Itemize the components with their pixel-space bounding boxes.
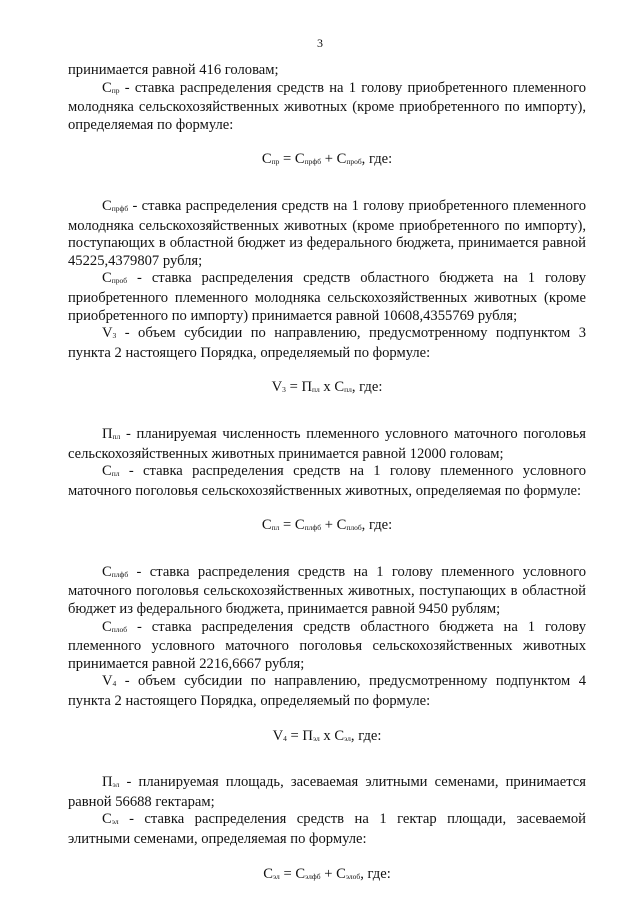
formula-subscript: прфб — [304, 157, 322, 167]
paragraph-rate-elite-area — [68, 811, 586, 848]
formula-rate-purchased — [68, 151, 586, 171]
formula-part: , где: — [350, 727, 382, 744]
formula-subscript: элоб — [345, 871, 361, 881]
variable-symbol: С — [102, 811, 112, 828]
document-body — [68, 62, 586, 885]
formula-subscript: пр — [271, 157, 280, 167]
formula-subscript: пл — [271, 523, 280, 533]
formula-rate-elite-area — [68, 866, 586, 886]
variable-symbol: П — [102, 425, 113, 442]
formula-part: V — [272, 727, 284, 744]
page-number: 3 — [317, 36, 323, 50]
variable-subscript: прфб — [111, 203, 129, 213]
variable-symbol: С — [102, 563, 112, 580]
formula-part: + С — [321, 151, 347, 168]
variable-subscript: пр — [111, 85, 120, 95]
variable-subscript: пл — [111, 469, 120, 479]
formula-part: , где: — [360, 865, 391, 882]
variable-symbol: П — [102, 774, 113, 791]
formula-part: С — [263, 865, 273, 882]
formula-subsidy-volume-4 — [68, 728, 586, 748]
formula-subsidy-volume-3 — [68, 379, 586, 399]
variable-subscript: эл — [111, 817, 119, 827]
variable-subscript: проб — [111, 276, 128, 286]
formula-part: С — [261, 151, 272, 168]
variable-subscript: 3 — [112, 331, 117, 341]
paragraph-text: - ставка распределения средств областного бюджета на 1 голову племенного условного маточного поголовья сельскохозяйственных животных принимается равной 2216,6667 рубля; — [68, 618, 586, 672]
paragraph-rate-breeding-stock — [68, 463, 586, 500]
variable-symbol: С — [102, 270, 112, 287]
paragraph-text: - ставка распределения средств на 1 гектар площади, засеваемой элитными семенами, определяемая по формуле: — [68, 811, 586, 847]
formula-part: х С — [319, 727, 345, 744]
paragraph-subsidy-volume-4 — [68, 673, 586, 710]
variable-subscript: плфб — [111, 569, 129, 579]
formula-subscript: плоб — [346, 523, 362, 533]
formula-part: = П — [286, 727, 313, 744]
variable-symbol: V — [102, 673, 113, 690]
paragraph-text: - ставка распределения средств на 1 голову приобретенного племенного молодняка сельскохозяйственных животных (кроме приобретенного по импорту), поступающих в областной бюджет из федерального бюджета, принимается равной 45225,4379807 рубля; — [68, 197, 586, 269]
formula-part: С — [261, 517, 272, 534]
formula-part: = П — [285, 379, 312, 396]
formula-part: = С — [279, 865, 306, 882]
formula-part: + С — [321, 517, 347, 534]
paragraph-rate-federal-purchased — [68, 198, 586, 270]
variable-symbol: С — [102, 463, 112, 480]
formula-subscript: плфб — [304, 523, 322, 533]
variable-subscript: эл — [112, 780, 120, 790]
paragraph-rate-regional-breeding — [68, 619, 586, 674]
paragraph-rate-purchased-young-stock — [68, 80, 586, 135]
formula-part: х С — [319, 379, 345, 396]
formula-subscript: 4 — [283, 733, 287, 743]
formula-part: , где: — [351, 379, 383, 396]
paragraph-head-count: принимается равной 416 головам; — [68, 62, 279, 78]
paragraph-rate-regional-purchased — [68, 270, 586, 325]
paragraph-text: - ставка распределения средств областного бюджета на 1 голову приобретенного племенного молодняка сельскохозяйственных животных (кроме приобретенного по импорту) принимается равной 10608,4355769 рубля; — [68, 270, 586, 324]
formula-subscript: 3 — [282, 385, 286, 395]
variable-subscript: 4 — [112, 679, 117, 689]
formula-subscript: элфб — [305, 871, 321, 881]
formula-part: = С — [279, 151, 305, 168]
formula-part: , где: — [361, 517, 393, 534]
paragraph-subsidy-volume-3 — [68, 325, 586, 362]
variable-symbol: С — [102, 79, 112, 96]
paragraph-rate-federal-breeding — [68, 564, 586, 619]
paragraph-text: - ставка распределения средств на 1 голову приобретенного племенного молодняка сельскохозяйственных животных (кроме приобретенного по импорту), определяемая по формуле: — [68, 79, 586, 133]
paragraph-text: - планируемая площадь, засеваемая элитными семенами, принимается равной 56688 гектарам; — [68, 774, 586, 810]
paragraph-text: - объем субсидии по направлению, предусмотренному подпунктом 4 пункта 2 настоящего Порядка, определяемый по формуле: — [68, 673, 586, 710]
formula-subscript: эл — [344, 733, 351, 743]
variable-subscript: пл — [112, 431, 121, 441]
formula-rate-breeding-stock — [68, 517, 586, 537]
paragraph-planned-breeding-stock — [68, 426, 586, 463]
formula-subscript: проб — [346, 157, 362, 167]
paragraph-planned-elite-area — [68, 774, 586, 811]
formula-part: V — [271, 379, 283, 396]
paragraph-text: - объем субсидии по направлению, предусмотренному подпунктом 3 пункта 2 настоящего Порядка, определяемый по формуле: — [68, 325, 586, 361]
formula-part: , где: — [361, 151, 393, 168]
formula-subscript: эл — [272, 871, 280, 881]
paragraph-text: - ставка распределения средств на 1 голову племенного условного маточного поголовья сельскохозяйственных животных, поступающих в областной бюджет из федерального бюджета, принимается равной 9450 рублям; — [68, 563, 586, 618]
formula-part: = С — [279, 517, 305, 534]
variable-symbol: V — [102, 325, 113, 342]
variable-subscript: плоб — [111, 624, 128, 634]
variable-symbol: С — [102, 618, 112, 635]
formula-subscript: пл — [312, 385, 320, 395]
formula-subscript: пл — [344, 385, 352, 395]
formula-part: + С — [320, 865, 346, 882]
paragraph-text: - ставка распределения средств на 1 голову племенного условного маточного поголовья сельскохозяйственных животных, определяемая по формуле: — [68, 463, 586, 499]
formula-subscript: эл — [312, 733, 320, 743]
variable-symbol: С — [102, 197, 112, 214]
paragraph-text: - планируемая численность племенного условного маточного поголовья сельскохозяйственных животных принимается равной 12000 головам; — [68, 425, 586, 462]
